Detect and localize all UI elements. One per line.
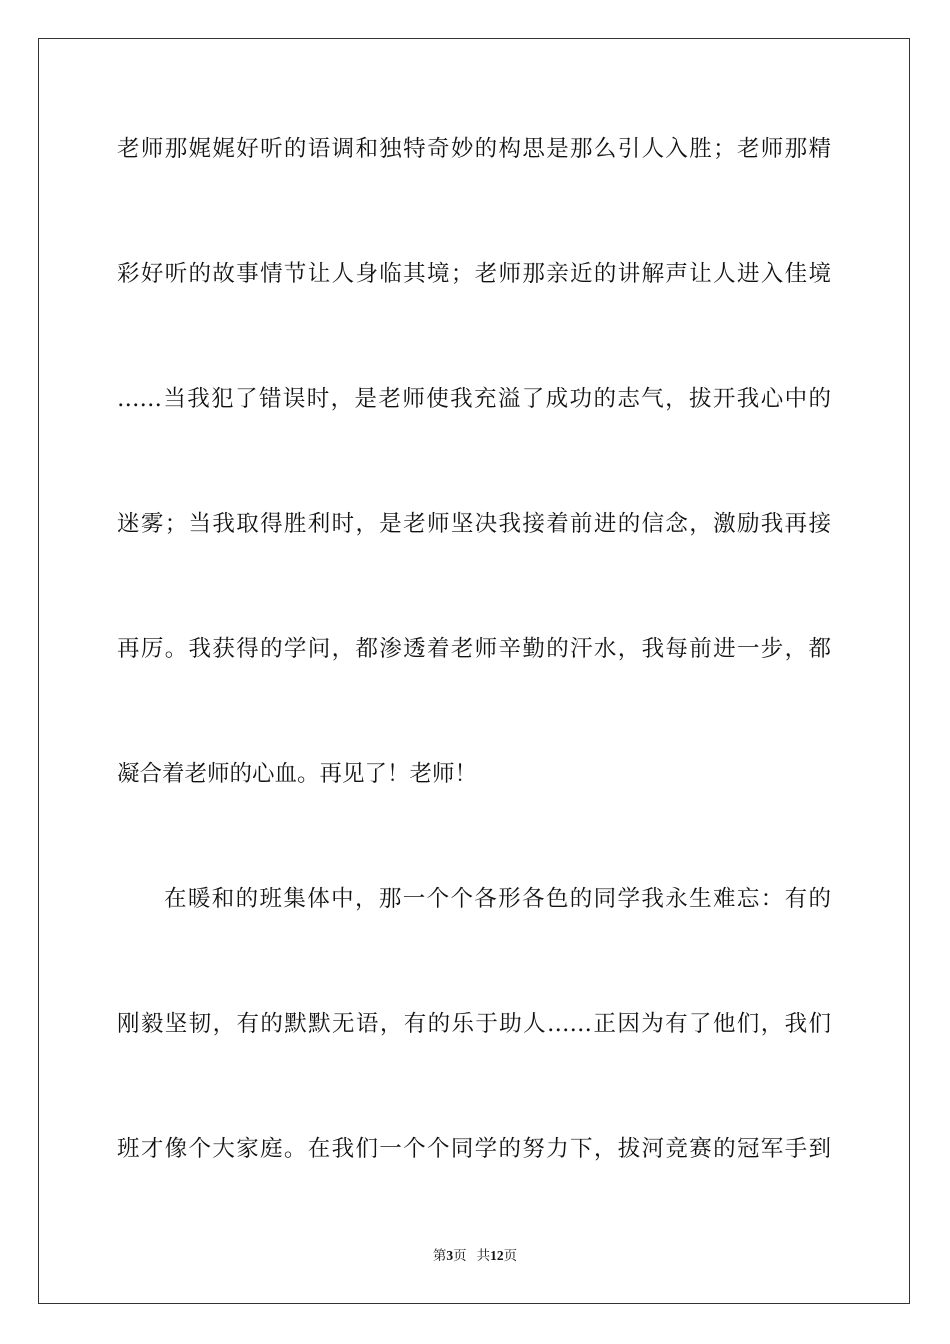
total-label-suffix: 页 <box>503 1248 518 1264</box>
body-text-line: 迷雾；当我取得胜利时，是老师坚决我接着前进的信念，激励我再接 <box>117 511 831 537</box>
current-page-number: 3 <box>446 1248 454 1263</box>
body-text-line: 在暖和的班集体中，那一个个各形各色的同学我永生难忘：有的 <box>164 886 831 912</box>
body-text-line: ……当我犯了错误时，是老师使我充溢了成功的志气，拔开我心中的 <box>117 386 831 412</box>
page-label-suffix: 页 <box>453 1248 467 1264</box>
body-text-line: 彩好听的故事情节让人身临其境；老师那亲近的讲解声让人进入佳境 <box>117 261 831 287</box>
body-text-line: 刚毅坚韧，有的默默无语，有的乐于助人……正因为有了他们，我们 <box>117 1011 831 1037</box>
body-text-line: 凝合着老师的心血。再见了！老师！ <box>117 761 478 787</box>
body-text-line: 再厉。我获得的学问，都渗透着老师辛勤的汗水，我每前进一步，都 <box>117 636 831 662</box>
body-text-line: 老师那娓娓好听的语调和独特奇妙的构思是那么引人入胜；老师那精 <box>117 136 831 162</box>
body-text-line: 班才像个大家庭。在我们一个个同学的努力下，拔河竞赛的冠军手到 <box>117 1136 831 1162</box>
total-label-prefix: 共 <box>476 1248 491 1264</box>
page-footer <box>0 1247 950 1265</box>
page-border <box>38 38 910 1304</box>
page-label-prefix: 第 <box>432 1248 447 1264</box>
total-page-count: 12 <box>490 1248 504 1263</box>
